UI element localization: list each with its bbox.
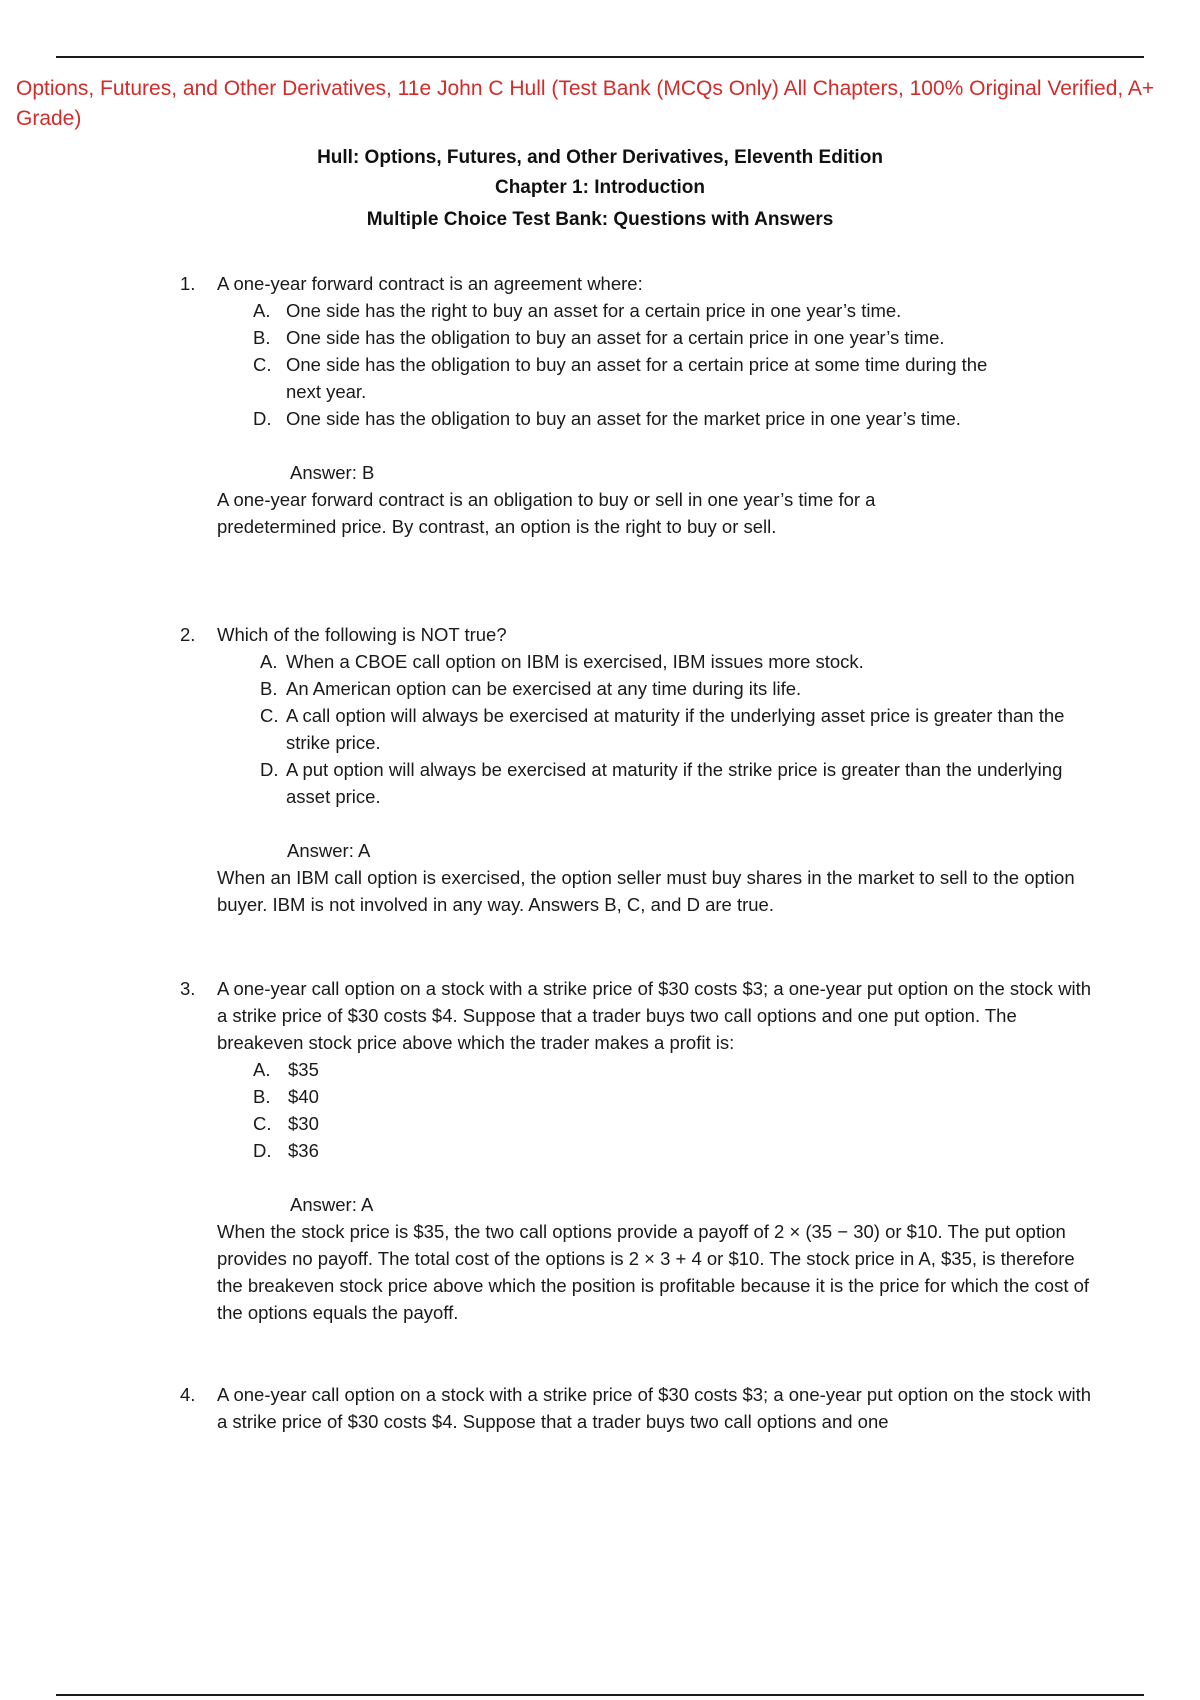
option-letter: C. (253, 354, 272, 375)
question-number: 4. (180, 1384, 196, 1405)
top-rule (56, 56, 1144, 58)
option-text: $30 (288, 1113, 319, 1134)
option-c (253, 1110, 1100, 1137)
bottom-rule (56, 1694, 1144, 1696)
option-text: $36 (288, 1140, 319, 1161)
option-a (260, 648, 1100, 675)
book-title: Hull: Options, Futures, and Other Derivatives, Eleventh Edition (317, 147, 883, 168)
option-d (253, 405, 1100, 432)
option-text: One side has the right to buy an asset for a certain price in one year’s time. (286, 300, 902, 321)
document-banner: Options, Futures, and Other Derivatives, 11e John C Hull (Test Bank (MCQs Only) All Chapters, 100% Original Verified, A+ Grade) (16, 77, 1155, 130)
question-4 (180, 1381, 1100, 1435)
question-3 (180, 975, 1100, 1326)
option-text: A call option will always be exercised at maturity if the underlying asset price is greater than the strike price. (286, 705, 1065, 753)
option-text: One side has the obligation to buy an asset for the market price in one year’s time. (286, 408, 961, 429)
option-b (253, 324, 1100, 351)
option-b (253, 1083, 1100, 1110)
question-stem (180, 1381, 1100, 1435)
option-text: One side has the obligation to buy an asset for a certain price at some time during the next year. (286, 354, 988, 402)
answer-explanation: A one-year forward contract is an obligation to buy or sell in one year’s time for a predetermined price. By contrast, an option is the right to buy or sell. (217, 489, 876, 537)
option-letter: A. (260, 651, 278, 672)
option-b (260, 675, 1100, 702)
option-d (260, 756, 1100, 810)
option-c (260, 702, 1100, 756)
option-letter: D. (253, 408, 272, 429)
answer-explanation: When the stock price is $35, the two call options provide a payoff of 2 × (35 − 30) or $10. The put option provides no payoff. The total cost of the options is 2 × 3 + 4 or $10. The stock price in A, $35, is therefore the breakeven stock price above which the position is profitable because it is the price for which the cost of the options equals the payoff. (217, 1221, 1090, 1323)
chapter-title: Chapter 1: Introduction (494, 177, 706, 198)
answer-label: Answer: A (287, 840, 371, 861)
question-number: 1. (180, 273, 196, 294)
option-letter: D. (260, 759, 279, 780)
option-d (253, 1137, 1100, 1164)
option-text: A put option will always be exercised at maturity if the strike price is greater than the underlying asset price. (286, 759, 1063, 807)
option-letter: B. (253, 327, 271, 348)
answer-label: Answer: A (290, 1194, 374, 1215)
question-stem (180, 621, 1100, 648)
answer-options (180, 1056, 1100, 1164)
question-text: A one-year call option on a stock with a strike price of $30 costs $3; a one-year put option on the stock with a strike price of $30 costs $4. Suppose that a trader buys two call options and one put option. The breakeven stock price above which the trader makes a profit is: (217, 978, 1092, 1053)
question-text: A one-year call option on a stock with a strike price of $30 costs $3; a one-year put option on the stock with a strike price of $30 costs $4. Suppose that a trader buys two call options and one (217, 1384, 1092, 1432)
answer-label: Answer: B (290, 462, 375, 483)
option-c (253, 351, 1100, 405)
answer-explanation: When an IBM call option is exercised, the option seller must buy shares in the market to sell to the option buyer. IBM is not involved in any way. Answers B, C, and D are true. (217, 867, 1075, 915)
option-letter: B. (253, 1086, 271, 1107)
option-text: When a CBOE call option on IBM is exercised, IBM issues more stock. (286, 651, 864, 672)
question-text: A one-year forward contract is an agreement where: (217, 273, 643, 294)
question-2 (180, 621, 1100, 918)
question-number: 2. (180, 624, 196, 645)
option-text: $40 (288, 1086, 319, 1107)
option-letter: A. (253, 300, 271, 321)
answer-options (180, 297, 1100, 432)
question-1 (180, 270, 1100, 540)
option-text: An American option can be exercised at any time during its life. (286, 678, 802, 699)
option-letter: A. (253, 1059, 271, 1080)
option-a (253, 297, 1100, 324)
option-letter: D. (253, 1140, 272, 1161)
question-number: 3. (180, 978, 196, 999)
answer-options (180, 648, 1100, 810)
option-text: $35 (288, 1059, 319, 1080)
question-text: Which of the following is NOT true? (217, 624, 507, 645)
question-stem (180, 270, 1100, 297)
option-text: One side has the obligation to buy an asset for a certain price in one year’s time. (286, 327, 945, 348)
option-a (253, 1056, 1100, 1083)
option-letter: B. (260, 678, 278, 699)
question-stem (180, 975, 1100, 1056)
test-bank-subtitle: Multiple Choice Test Bank: Questions with Answers (366, 209, 834, 230)
option-letter: C. (260, 705, 279, 726)
option-letter: C. (253, 1113, 272, 1134)
